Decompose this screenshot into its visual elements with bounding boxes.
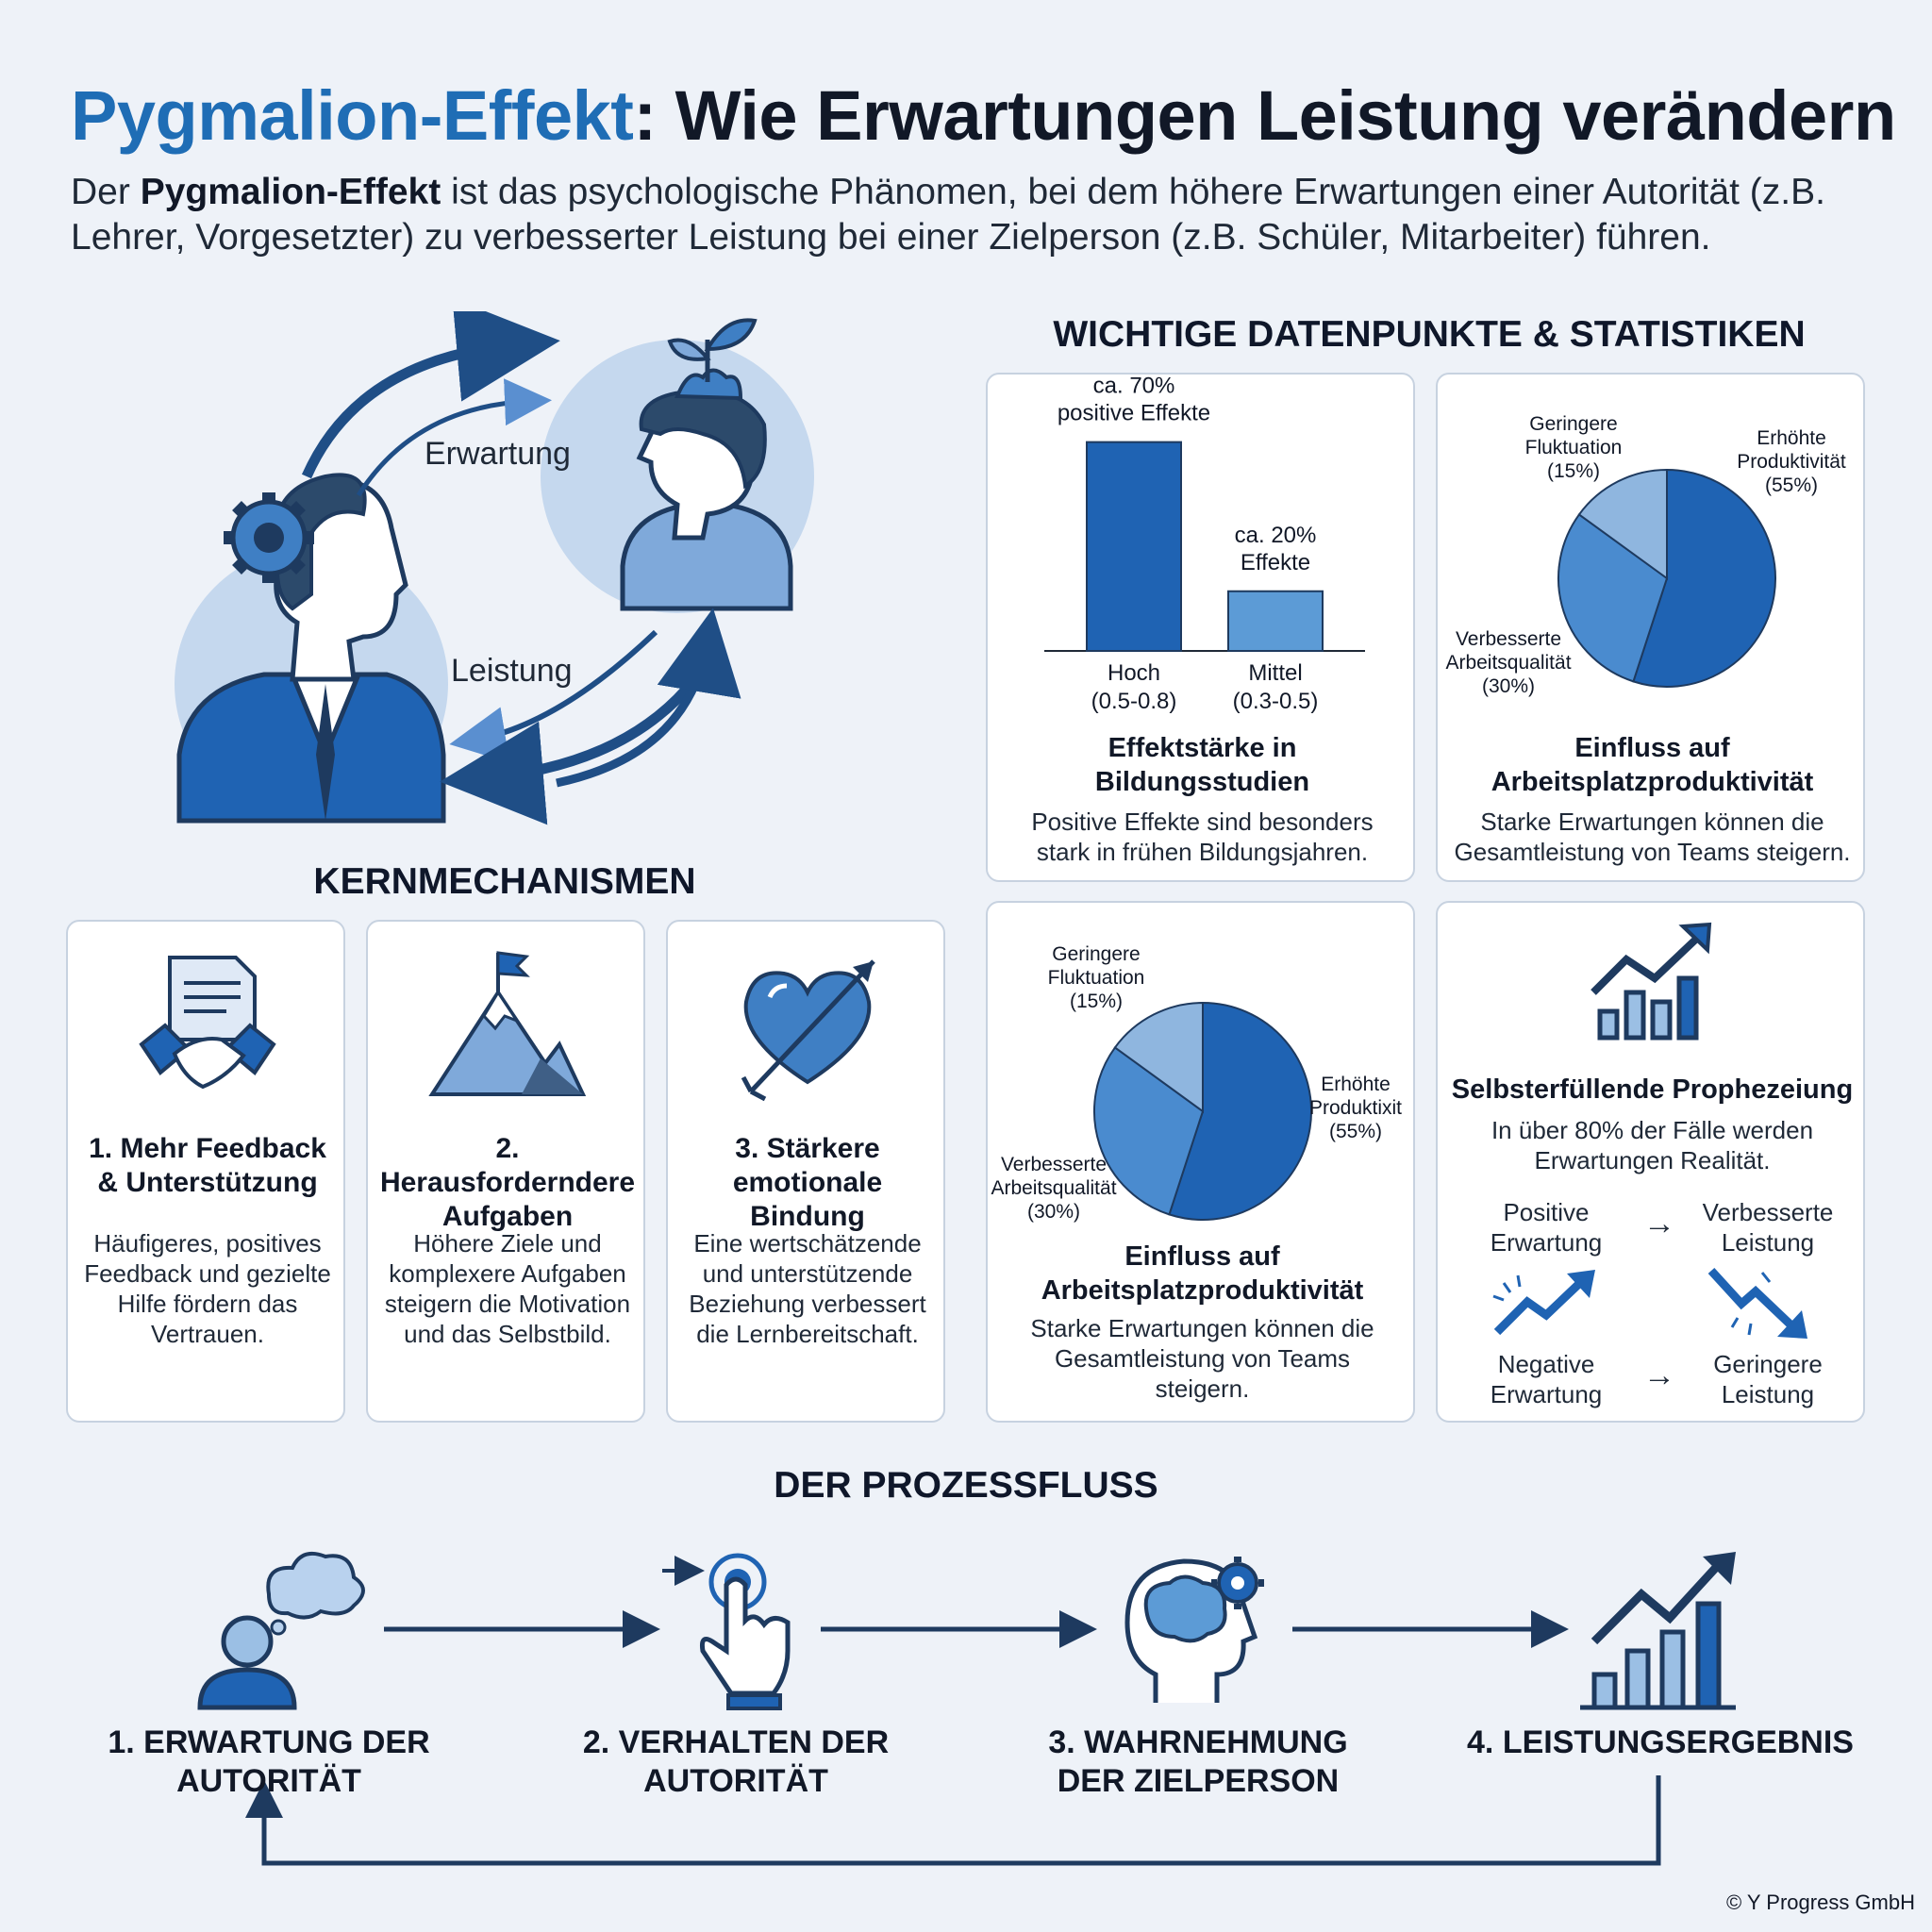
mechanism-1-title: 1. Mehr Feedback & Unterstützung [89, 1133, 326, 1198]
positive-expectation-label: Positive Erwartung [1490, 1198, 1603, 1257]
productivity-card-2 [986, 901, 1415, 1423]
intro-pre: Der [71, 172, 141, 212]
mechanism-card-1 [66, 920, 345, 1423]
effect-size-text: Positive Effekte sind besonders stark in frühen Bildungsjahren. [1031, 808, 1374, 866]
pie1-label-fluctuation: Geringere Fluktuation (15%) [1524, 413, 1623, 482]
bar-value-label-1: ca. 70% positive Effekte [1057, 375, 1211, 426]
pie2-label-fluctuation: Geringere Fluktuation (15%) [1047, 943, 1145, 1012]
mechanism-2-text: Höhere Ziele und komplexere Aufgaben steigern die Motivation und das Selbstbild. [384, 1229, 631, 1348]
page-title [71, 75, 1896, 156]
brain-gear-icon [1127, 1557, 1264, 1703]
intro-text [71, 170, 1882, 260]
improved-performance-label: Verbesserte Leistung [1702, 1198, 1834, 1257]
bar-category-label-2: Mittel (0.3-0.5) [1232, 660, 1319, 714]
thinking-person-icon [200, 1554, 363, 1707]
mechanism-card-2 [366, 920, 645, 1423]
pointing-hand-icon [662, 1556, 788, 1708]
mechanism-3-text: Eine wertschätzende und unterstützende Beziehung verbessert die Lernbereitschaft. [689, 1229, 926, 1348]
intro-post: ist das psychologische Phänomen, bei dem höhere Erwartungen einer Autorität (z.B. Lehrer, Vorgesetzter) zu verbesserter Leistung bei einer Zielperson (z.B. Schüler, Mitarbeiter) führen. [71, 172, 1825, 258]
falling-arrow-icon [1704, 1261, 1817, 1346]
rising-arrow-icon [1490, 1266, 1603, 1341]
stats-heading: WICHTIGE DATENPUNKTE & STATISTIKEN [1053, 314, 1806, 355]
handshake-document-icon [132, 950, 283, 1101]
process-step-3-label: 3. WAHRNEHMUNG DER ZIELPERSON [1048, 1724, 1348, 1799]
bar-value-label-2: ca. 20% Effekte [1234, 522, 1317, 575]
bar-2 [1228, 591, 1323, 651]
pie2-label-quality: Verbesserte Arbeitsqualität (30%) [991, 1154, 1117, 1223]
productivity-2-text: Starke Erwartungen können die Gesamtleistung von Teams steigern. [1030, 1314, 1374, 1403]
mechanism-card-3 [666, 920, 945, 1423]
negative-arrow-icon: → [1643, 1357, 1675, 1393]
hero-illustration [160, 311, 877, 830]
productivity-1-text: Starke Erwartungen können die Gesamtleistung von Teams steigern. [1454, 808, 1851, 866]
mechanism-2-title: 2. Herausforderndere Aufgaben [379, 1133, 636, 1232]
process-step-2-label: 2. VERHALTEN DER AUTORITÄT [582, 1724, 890, 1799]
title-accent: Pygmalion-Effekt [71, 76, 634, 155]
effect-size-card [986, 373, 1415, 882]
positive-arrow-icon: → [1643, 1206, 1675, 1241]
prophecy-title: Selbsterfüllende Prophezeiung [1451, 1074, 1854, 1105]
productivity-1-title: Einfluss auf Arbeitsplatzproduktivität [1491, 733, 1814, 797]
heart-arrow-icon [732, 950, 883, 1101]
bar-1 [1087, 442, 1181, 651]
pie1-label-productivity: Erhöhte Produktivität (55%) [1737, 427, 1846, 496]
process-step-1-label: 1. ERWARTUNG DER AUTORITÄT [108, 1724, 430, 1799]
gear-icon [224, 492, 314, 583]
process-flow-diagram [0, 1509, 1932, 1887]
lower-performance-label: Geringere Leistung [1713, 1350, 1823, 1408]
performance-label: Leistung [451, 653, 573, 689]
mechanism-3-title: 3. Stärkere emotionale Bindung [732, 1133, 883, 1232]
effect-size-bar-chart [988, 375, 1417, 733]
expectation-label: Erwartung [425, 436, 571, 472]
growth-chart-icon [1580, 1552, 1736, 1707]
effect-size-title: Effektstärke in Bildungsstudien [1094, 733, 1310, 797]
bar-category-label-1: Hoch (0.5-0.8) [1091, 660, 1177, 714]
process-heading: DER PROZESSFLUSS [774, 1465, 1158, 1506]
copyright: © Y Progress GmbH [1725, 1890, 1915, 1914]
pie2-label-productivity: Erhöhte Produktixit (55%) [1308, 1074, 1403, 1142]
productivity-card-1 [1436, 373, 1865, 882]
process-step-4-label: 4. LEISTUNGSERGEBNIS [1467, 1724, 1854, 1760]
pie1-label-quality: Verbesserte Arbeitsqualität (30%) [1445, 628, 1572, 697]
intro-bold: Pygmalion-Effekt [140, 172, 441, 212]
mechanisms-heading: KERNMECHANISMEN [313, 861, 696, 902]
negative-expectation-label: Negative Erwartung [1490, 1350, 1603, 1408]
mountain-flag-icon [427, 945, 588, 1101]
prophecy-card [1436, 901, 1865, 1423]
title-rest: : Wie Erwartungen Leistung verändern [633, 76, 1896, 155]
growth-chart-icon [1589, 922, 1716, 1044]
prophecy-text: In über 80% der Fälle werden Erwartungen Realität. [1491, 1116, 1814, 1174]
mechanism-1-text: Häufigeres, positives Feedback und gezielte Hilfe fördern das Vertrauen. [84, 1229, 331, 1348]
productivity-2-title: Einfluss auf Arbeitsplatzproduktivität [1041, 1241, 1364, 1306]
feedback-loop-arrow [264, 1775, 1658, 1863]
